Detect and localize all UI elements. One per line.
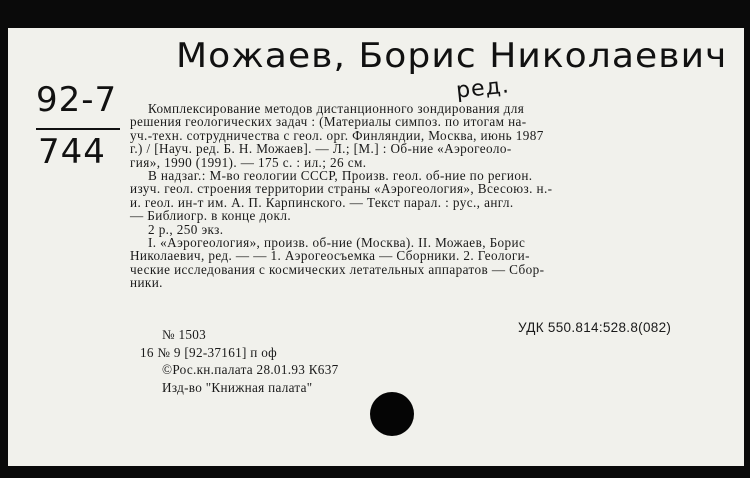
description-line: уч.-техн. сотрудничества с геол. орг. Финляндии, Москва, июнь 1987 <box>130 127 544 143</box>
description-line: решения геологических задач : (Материалы симпоз. по итогам на- <box>130 114 527 130</box>
description-line: и. геол. ин-т им. А. П. Карпинского. — Текст парал. : рус., англ. <box>130 194 514 210</box>
udk-code: УДК 550.814:528.8(082) <box>518 320 672 335</box>
description-line: ческие исследования с космических летательных аппаратов — Сбор- <box>130 261 545 277</box>
description-line: Комплексирование методов дистанционного зондирования для <box>148 101 525 116</box>
description-line: ники. <box>130 275 163 291</box>
shelf-mark-divider <box>36 128 120 130</box>
description-line: Николаевич, ред. — — 1. Аэрогеосъемка — Сборники. 2. Геологи- <box>130 248 530 264</box>
handwritten-role: ред. <box>454 73 511 104</box>
description-line: 2 р., 250 экз. <box>148 221 224 237</box>
shelf-mark-bottom: 744 <box>38 132 106 172</box>
footer-number: № 1503 <box>162 327 207 342</box>
card-footer <box>140 326 338 396</box>
punch-hole <box>370 392 414 436</box>
description-line: — Библиогр. в конце докл. <box>130 208 292 224</box>
bibliographic-description <box>130 102 552 290</box>
description-line: изуч. геол. строения территории страны «Аэрогеология», Всесоюз. н.- <box>130 181 553 197</box>
description-line: гия», 1990 (1991). — 175 с. : ил.; 26 см. <box>130 154 367 170</box>
footer-copyright: ©Рос.кн.палата 28.01.93 К637 <box>162 362 339 377</box>
footer-publisher: Изд-во "Книжная палата" <box>162 379 313 395</box>
handwritten-author: Можаев, Борис Николаевич <box>176 36 728 76</box>
description-line: I. «Аэрогеология», произв. об-ние (Москва). II. Можаев, Борис <box>148 235 526 251</box>
footer-order: 16 № 9 [92-37161] п оф <box>140 344 277 360</box>
description-line: В надзаг.: М-во геологии СССР, Произв. геол. об-ние по регион. <box>148 168 533 184</box>
shelf-mark-top: 92-7 <box>36 80 118 120</box>
catalog-card <box>8 28 744 466</box>
description-line: г.) / [Науч. ред. Б. Н. Можаев]. — Л.; [М.] : Об-ние «Аэрогеоло- <box>130 141 512 157</box>
